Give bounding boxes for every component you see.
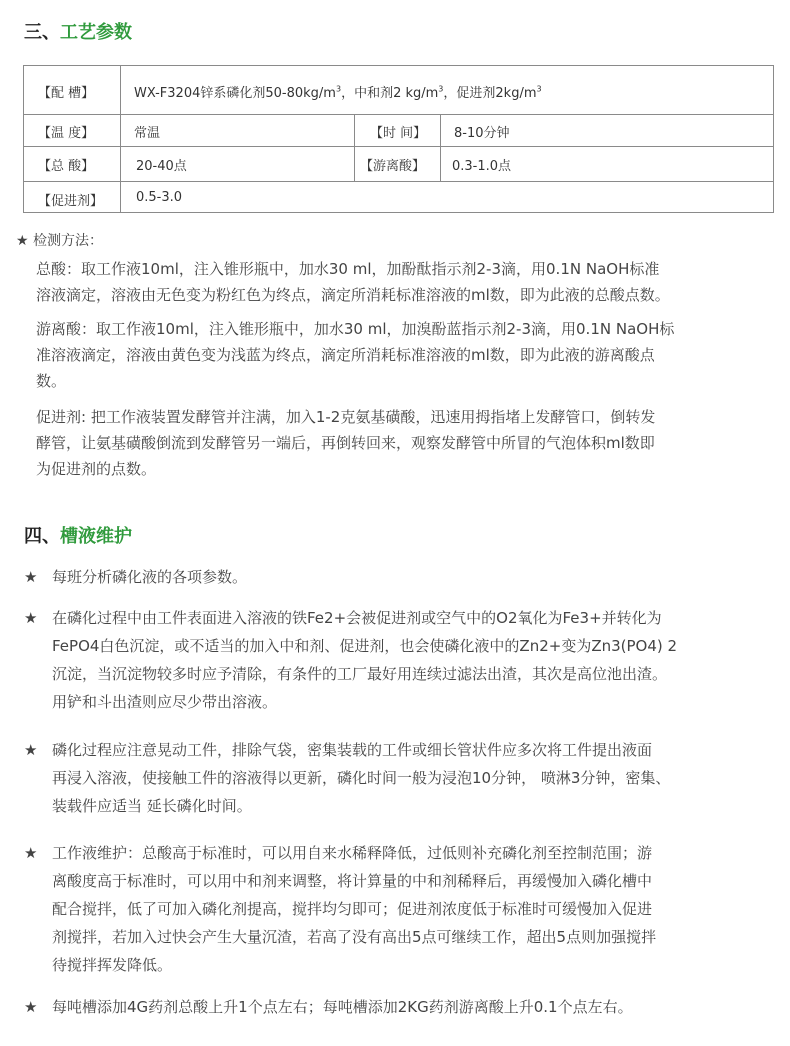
detection-heading: ★ 检测方法：	[16, 233, 104, 249]
free-acid-value: 0.3-1.0点	[452, 159, 512, 174]
section-3-title: 工艺参数	[60, 22, 132, 43]
section-4-title: 槽液维护	[60, 526, 132, 547]
section-3-prefix: 三、	[24, 22, 60, 43]
section-3-heading	[24, 18, 132, 44]
accelerator-value: 0.5-3.0	[136, 190, 183, 205]
table-col-divider	[120, 66, 121, 212]
star-icon: ★	[24, 568, 38, 586]
section-4-heading	[24, 522, 132, 548]
process-parameters-table	[23, 65, 774, 213]
free-acid-method: 游离酸：取工作液10ml，注入锥形瓶中，加水30 ml，加溴酚蓝指示剂2-3滴，用0.1N NaOH标 准溶液滴定，溶液由黄色变为浅蓝为终点，滴定所消耗标准溶液的ml数，即为此液的游离酸点 数。	[36, 320, 675, 390]
maintenance-item: ★ 每班分析磷化液的各项参数。	[24, 563, 784, 591]
section-4-prefix: 四、	[24, 526, 60, 547]
maintenance-item: ★ 磷化过程应注意晃动工件，排除气袋，密集装载的工件或细长管状件应多次将工件提出液面 再浸入溶液，使接触工件的溶液得以更新，磷化时间一般为浸泡10分钟， 喷淋3分钟，密集、 装载件应适当 延长磷化时间。	[24, 736, 784, 820]
table-row-divider	[24, 146, 773, 147]
total-acid-method: 总酸：取工作液10ml，注入锥形瓶中，加水30 ml，加酚酞指示剂2-3滴，用0.1N NaOH标准 溶液滴定，溶液由无色变为粉红色为终点，滴定所消耗标准溶液的ml数，即为此液的总酸点数。	[36, 260, 670, 304]
temperature-label: 【温 度】	[38, 126, 95, 141]
table-col-divider	[440, 114, 441, 181]
tank-label: 【配 槽】	[38, 86, 95, 101]
star-icon: ★	[24, 998, 38, 1016]
time-value: 8-10分钟	[454, 126, 510, 141]
accelerator-method: 促进剂: 把工作液装置发酵管并注满，加入1-2克氨基磺酸，迅速用拇指堵上发酵管口，倒转发 酵管，让氨基磺酸倒流到发酵管另一端后，再倒转回来，观察发酵管中所冒的气泡体积ml数即 为促进剂的点数。	[36, 408, 656, 478]
star-icon: ★	[24, 741, 38, 759]
time-label: 【时 间】	[370, 126, 427, 141]
star-icon: ★	[24, 609, 38, 627]
accelerator-label: 【促进剂】	[38, 194, 104, 209]
maintenance-item: ★ 在磷化过程中由工件表面进入溶液的铁Fe2+会被促进剂或空气中的O2氧化为Fe3+并转化为 FePO4白色沉淀，或不适当的加入中和剂、促进剂，也会使磷化液中的Zn2+变为Zn3(PO4) 2 沉淀，当沉淀物较多时应予清除，有条件的工厂最好用连续过滤法出渣，其次是高位池出渣。 用铲和斗出渣则应尽少带出溶液。	[24, 604, 784, 716]
table-row-divider	[24, 114, 773, 115]
total-acid-value: 20-40点	[136, 159, 187, 174]
table-col-divider	[354, 114, 355, 181]
free-acid-label: 【游离酸】	[360, 159, 426, 174]
maintenance-item: ★ 每吨槽添加4G药剂总酸上升1个点左右；每吨槽添加2KG药剂游离酸上升0.1个点左右。	[24, 993, 784, 1021]
temperature-value: 常温	[134, 126, 161, 141]
total-acid-label: 【总 酸】	[38, 159, 95, 174]
star-icon: ★	[24, 844, 38, 862]
tank-value: WX-F3204锌系磷化剂$50-80kg/m^3$，中和剂2 $kg/m^3$，促进剂$2kg/m^3$	[134, 84, 542, 101]
maintenance-item: ★ 工作液维护：总酸高于标准时，可以用自来水稀释降低，过低则补充磷化剂至控制范围；游 离酸度高于标准时，可以用中和剂来调整，将计算量的中和剂稀释后，再缓慢加入磷化槽中 配合搅拌，低了可加入磷化剂提高，搅拌均匀即可；促进剂浓度低于标准时可缓慢加入促进 剂搅拌，若加入过快会产生大量沉渣，若高了没有高出5点可继续工作，超出5点则加强搅拌 待搅拌挥发降低。	[24, 839, 784, 979]
table-row-divider	[24, 181, 773, 182]
